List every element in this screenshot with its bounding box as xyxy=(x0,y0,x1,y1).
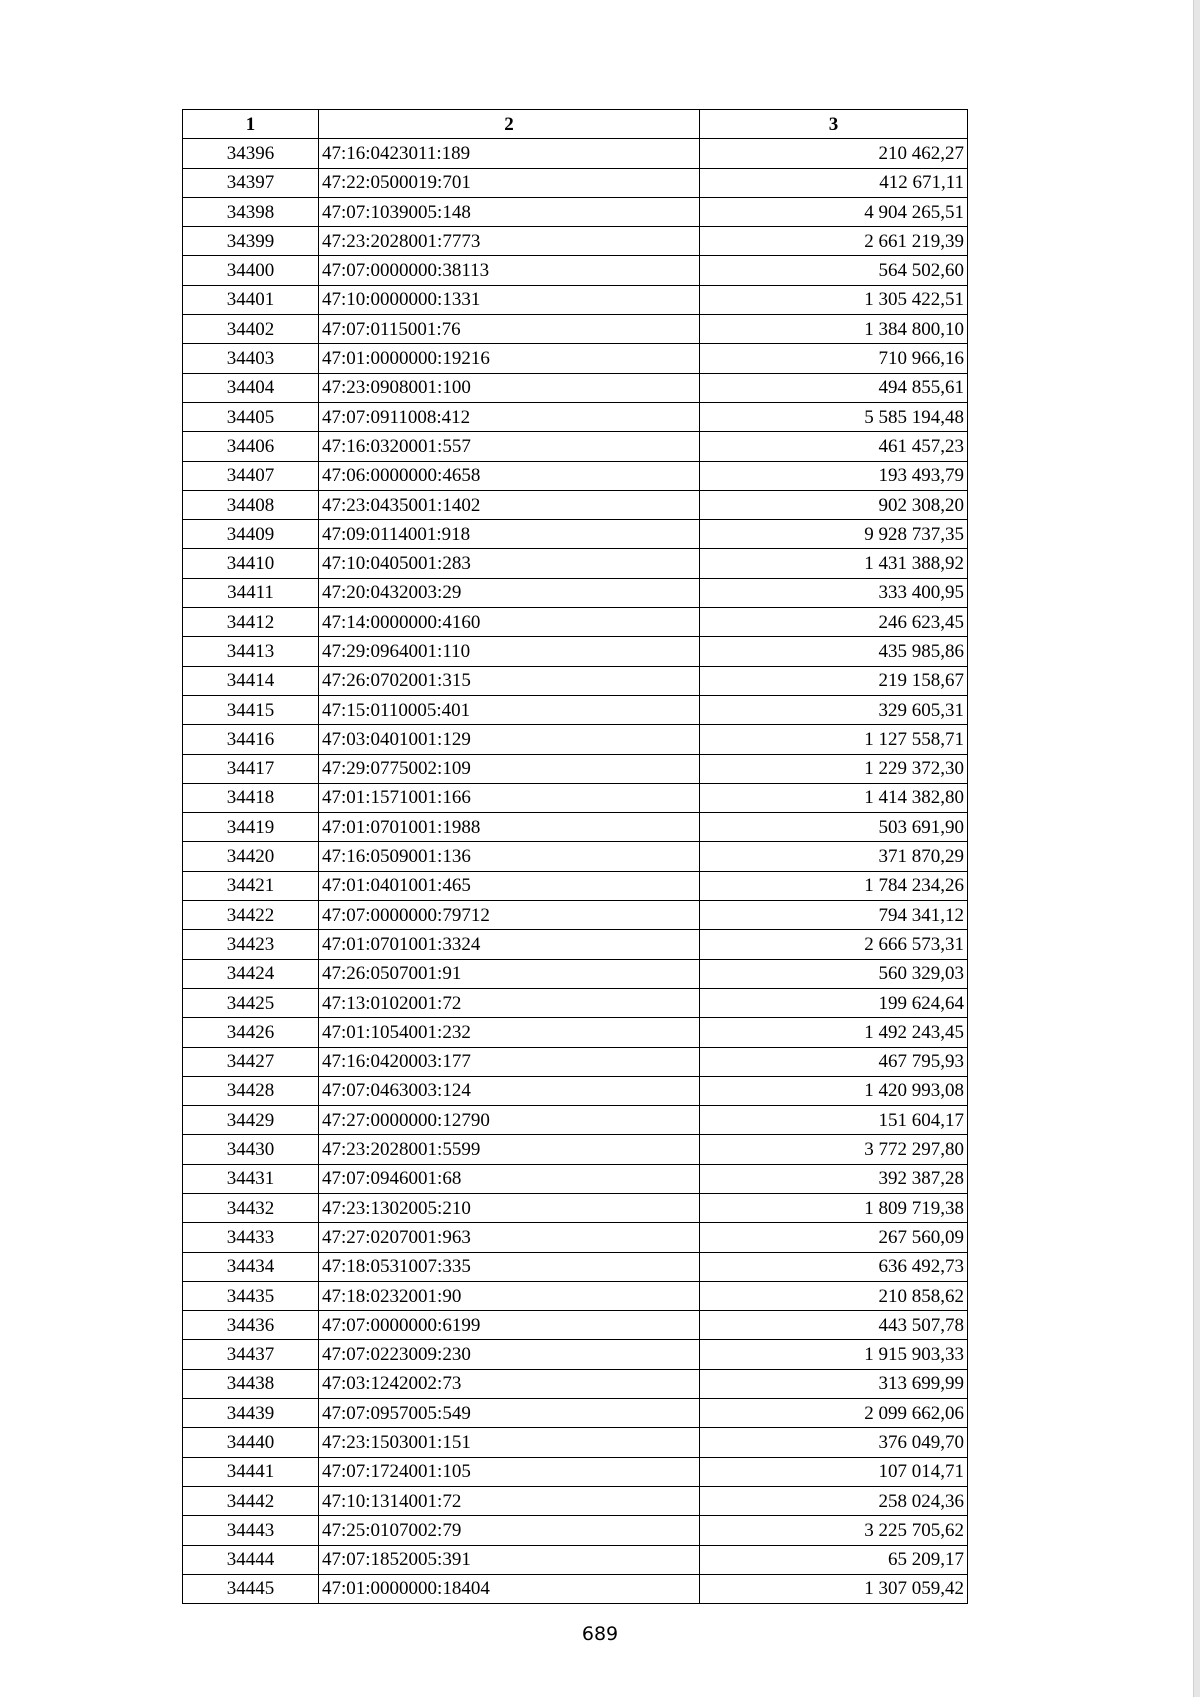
cadastral-number-cell: 47:10:0405001:283 xyxy=(319,549,700,578)
value-cell: 794 341,12 xyxy=(700,901,968,930)
value-cell: 210 858,62 xyxy=(700,1281,968,1310)
table-row xyxy=(183,1193,968,1222)
row-number-cell: 34404 xyxy=(183,373,319,402)
cadastral-number-cell: 47:25:0107002:79 xyxy=(319,1516,700,1545)
value-cell: 1 229 372,30 xyxy=(700,754,968,783)
row-number-cell: 34416 xyxy=(183,725,319,754)
value-cell: 636 492,73 xyxy=(700,1252,968,1281)
cadastral-number-cell: 47:10:0000000:1331 xyxy=(319,285,700,314)
row-number-cell: 34432 xyxy=(183,1193,319,1222)
table-row xyxy=(183,1047,968,1076)
cadastral-number-cell: 47:07:1852005:391 xyxy=(319,1545,700,1574)
cadastral-number-cell: 47:16:0320001:557 xyxy=(319,432,700,461)
row-number-cell: 34398 xyxy=(183,197,319,226)
row-number-cell: 34429 xyxy=(183,1106,319,1135)
value-cell: 564 502,60 xyxy=(700,256,968,285)
table-row xyxy=(183,666,968,695)
page-right-edge xyxy=(1193,0,1200,1697)
header-col-1: 1 xyxy=(183,110,319,139)
table-row xyxy=(183,373,968,402)
row-number-cell: 34402 xyxy=(183,315,319,344)
value-cell: 313 699,99 xyxy=(700,1369,968,1398)
value-cell: 1 915 903,33 xyxy=(700,1340,968,1369)
table-row xyxy=(183,1223,968,1252)
cadastral-number-cell: 47:07:0000000:79712 xyxy=(319,901,700,930)
cadastral-number-cell: 47:18:0232001:90 xyxy=(319,1281,700,1310)
row-number-cell: 34400 xyxy=(183,256,319,285)
cadastral-number-cell: 47:01:0701001:3324 xyxy=(319,930,700,959)
row-number-cell: 34444 xyxy=(183,1545,319,1574)
table-row xyxy=(183,1164,968,1193)
table-row xyxy=(183,813,968,842)
row-number-cell: 34401 xyxy=(183,285,319,314)
cadastral-number-cell: 47:16:0423011:189 xyxy=(319,139,700,168)
cadastral-number-cell: 47:23:2028001:5599 xyxy=(319,1135,700,1164)
value-cell: 2 661 219,39 xyxy=(700,227,968,256)
header-col-3: 3 xyxy=(700,110,968,139)
cadastral-number-cell: 47:15:0110005:401 xyxy=(319,695,700,724)
cadastral-number-cell: 47:01:1571001:166 xyxy=(319,783,700,812)
row-number-cell: 34440 xyxy=(183,1428,319,1457)
cadastral-number-cell: 47:10:1314001:72 xyxy=(319,1486,700,1515)
table-row xyxy=(183,608,968,637)
cadastral-number-cell: 47:07:0946001:68 xyxy=(319,1164,700,1193)
value-cell: 560 329,03 xyxy=(700,959,968,988)
table-row xyxy=(183,1486,968,1515)
cadastral-number-cell: 47:29:0964001:110 xyxy=(319,637,700,666)
table-row xyxy=(183,959,968,988)
row-number-cell: 34403 xyxy=(183,344,319,373)
value-cell: 1 127 558,71 xyxy=(700,725,968,754)
table-row xyxy=(183,344,968,373)
cadastral-number-cell: 47:07:0463003:124 xyxy=(319,1076,700,1105)
table-row xyxy=(183,1399,968,1428)
cadastral-number-cell: 47:01:0000000:19216 xyxy=(319,344,700,373)
table-row xyxy=(183,842,968,871)
row-number-cell: 34434 xyxy=(183,1252,319,1281)
table-row xyxy=(183,285,968,314)
row-number-cell: 34430 xyxy=(183,1135,319,1164)
value-cell: 1 305 422,51 xyxy=(700,285,968,314)
row-number-cell: 34427 xyxy=(183,1047,319,1076)
value-cell: 412 671,11 xyxy=(700,168,968,197)
value-cell: 219 158,67 xyxy=(700,666,968,695)
row-number-cell: 34409 xyxy=(183,520,319,549)
table-row xyxy=(183,490,968,519)
table-row xyxy=(183,1281,968,1310)
value-cell: 710 966,16 xyxy=(700,344,968,373)
value-cell: 461 457,23 xyxy=(700,432,968,461)
row-number-cell: 34426 xyxy=(183,1018,319,1047)
table-row xyxy=(183,520,968,549)
table-row xyxy=(183,1369,968,1398)
cadastral-number-cell: 47:07:0000000:6199 xyxy=(319,1311,700,1340)
table-body xyxy=(183,139,968,1604)
value-cell: 2 099 662,06 xyxy=(700,1399,968,1428)
value-cell: 503 691,90 xyxy=(700,813,968,842)
value-cell: 1 420 993,08 xyxy=(700,1076,968,1105)
row-number-cell: 34442 xyxy=(183,1486,319,1515)
value-cell: 258 024,36 xyxy=(700,1486,968,1515)
table-row xyxy=(183,871,968,900)
value-cell: 376 049,70 xyxy=(700,1428,968,1457)
table-row xyxy=(183,637,968,666)
cadastral-number-cell: 47:20:0432003:29 xyxy=(319,578,700,607)
value-cell: 902 308,20 xyxy=(700,490,968,519)
value-cell: 1 492 243,45 xyxy=(700,1018,968,1047)
cadastral-number-cell: 47:16:0420003:177 xyxy=(319,1047,700,1076)
row-number-cell: 34433 xyxy=(183,1223,319,1252)
table-row xyxy=(183,139,968,168)
row-number-cell: 34415 xyxy=(183,695,319,724)
table-row xyxy=(183,695,968,724)
row-number-cell: 34406 xyxy=(183,432,319,461)
value-cell: 1 784 234,26 xyxy=(700,871,968,900)
table-row xyxy=(183,461,968,490)
row-number-cell: 34410 xyxy=(183,549,319,578)
cadastral-number-cell: 47:27:0000000:12790 xyxy=(319,1106,700,1135)
table-row xyxy=(183,549,968,578)
cadastral-number-cell: 47:03:1242002:73 xyxy=(319,1369,700,1398)
row-number-cell: 34421 xyxy=(183,871,319,900)
cadastral-number-cell: 47:23:1302005:210 xyxy=(319,1193,700,1222)
row-number-cell: 34445 xyxy=(183,1574,319,1603)
row-number-cell: 34407 xyxy=(183,461,319,490)
value-cell: 3 225 705,62 xyxy=(700,1516,968,1545)
value-cell: 333 400,95 xyxy=(700,578,968,607)
value-cell: 3 772 297,80 xyxy=(700,1135,968,1164)
cadastral-number-cell: 47:07:0911008:412 xyxy=(319,402,700,431)
table-row xyxy=(183,1076,968,1105)
value-cell: 2 666 573,31 xyxy=(700,930,968,959)
value-cell: 107 014,71 xyxy=(700,1457,968,1486)
row-number-cell: 34428 xyxy=(183,1076,319,1105)
value-cell: 5 585 194,48 xyxy=(700,402,968,431)
value-cell: 467 795,93 xyxy=(700,1047,968,1076)
cadastral-number-cell: 47:07:0223009:230 xyxy=(319,1340,700,1369)
cadastral-number-cell: 47:01:0401001:465 xyxy=(319,871,700,900)
cadastral-number-cell: 47:14:0000000:4160 xyxy=(319,608,700,637)
table-row xyxy=(183,1018,968,1047)
row-number-cell: 34424 xyxy=(183,959,319,988)
table-row xyxy=(183,930,968,959)
row-number-cell: 34437 xyxy=(183,1340,319,1369)
cadastral-number-cell: 47:07:1039005:148 xyxy=(319,197,700,226)
cadastral-number-cell: 47:01:0000000:18404 xyxy=(319,1574,700,1603)
table-row xyxy=(183,1106,968,1135)
value-cell: 371 870,29 xyxy=(700,842,968,871)
row-number-cell: 34441 xyxy=(183,1457,319,1486)
row-number-cell: 34425 xyxy=(183,988,319,1017)
cadastral-number-cell: 47:22:0500019:701 xyxy=(319,168,700,197)
cadastral-number-cell: 47:23:0435001:1402 xyxy=(319,490,700,519)
row-number-cell: 34411 xyxy=(183,578,319,607)
row-number-cell: 34423 xyxy=(183,930,319,959)
table-row xyxy=(183,1340,968,1369)
table-row xyxy=(183,988,968,1017)
table-row xyxy=(183,402,968,431)
value-cell: 246 623,45 xyxy=(700,608,968,637)
table-row xyxy=(183,1135,968,1164)
value-cell: 435 985,86 xyxy=(700,637,968,666)
row-number-cell: 34396 xyxy=(183,139,319,168)
value-cell: 267 560,09 xyxy=(700,1223,968,1252)
value-cell: 199 624,64 xyxy=(700,988,968,1017)
table-row xyxy=(183,1428,968,1457)
row-number-cell: 34431 xyxy=(183,1164,319,1193)
row-number-cell: 34420 xyxy=(183,842,319,871)
table-row xyxy=(183,315,968,344)
cadastral-number-cell: 47:16:0509001:136 xyxy=(319,842,700,871)
cadastral-number-cell: 47:13:0102001:72 xyxy=(319,988,700,1017)
row-number-cell: 34405 xyxy=(183,402,319,431)
cadastral-number-cell: 47:07:0957005:549 xyxy=(319,1399,700,1428)
value-cell: 193 493,79 xyxy=(700,461,968,490)
cadastral-number-cell: 47:06:0000000:4658 xyxy=(319,461,700,490)
table-row xyxy=(183,578,968,607)
value-cell: 4 904 265,51 xyxy=(700,197,968,226)
table-row xyxy=(183,1311,968,1340)
table-row xyxy=(183,432,968,461)
row-number-cell: 34408 xyxy=(183,490,319,519)
table-row xyxy=(183,783,968,812)
row-number-cell: 34412 xyxy=(183,608,319,637)
value-cell: 392 387,28 xyxy=(700,1164,968,1193)
row-number-cell: 34436 xyxy=(183,1311,319,1340)
table-row xyxy=(183,227,968,256)
table-row xyxy=(183,1252,968,1281)
table-header xyxy=(183,110,968,139)
table-row xyxy=(183,901,968,930)
table-row xyxy=(183,168,968,197)
cadastral-number-cell: 47:23:2028001:7773 xyxy=(319,227,700,256)
row-number-cell: 34435 xyxy=(183,1281,319,1310)
value-cell: 329 605,31 xyxy=(700,695,968,724)
row-number-cell: 34414 xyxy=(183,666,319,695)
header-row xyxy=(183,110,968,139)
cadastral-number-cell: 47:23:1503001:151 xyxy=(319,1428,700,1457)
header-col-2: 2 xyxy=(319,110,700,139)
value-cell: 9 928 737,35 xyxy=(700,520,968,549)
cadastral-number-cell: 47:27:0207001:963 xyxy=(319,1223,700,1252)
table-row xyxy=(183,725,968,754)
table-row xyxy=(183,754,968,783)
cadastral-number-cell: 47:18:0531007:335 xyxy=(319,1252,700,1281)
table-row xyxy=(183,256,968,285)
value-cell: 1 809 719,38 xyxy=(700,1193,968,1222)
row-number-cell: 34419 xyxy=(183,813,319,842)
row-number-cell: 34439 xyxy=(183,1399,319,1428)
page-number: 689 xyxy=(581,1623,619,1645)
row-number-cell: 34397 xyxy=(183,168,319,197)
value-cell: 210 462,27 xyxy=(700,139,968,168)
cadastral-number-cell: 47:26:0507001:91 xyxy=(319,959,700,988)
row-number-cell: 34443 xyxy=(183,1516,319,1545)
value-cell: 1 414 382,80 xyxy=(700,783,968,812)
value-cell: 151 604,17 xyxy=(700,1106,968,1135)
row-number-cell: 34418 xyxy=(183,783,319,812)
table-row xyxy=(183,197,968,226)
value-cell: 1 384 800,10 xyxy=(700,315,968,344)
cadastral-number-cell: 47:01:0701001:1988 xyxy=(319,813,700,842)
cadastral-number-cell: 47:07:1724001:105 xyxy=(319,1457,700,1486)
row-number-cell: 34399 xyxy=(183,227,319,256)
cadastral-number-cell: 47:07:0115001:76 xyxy=(319,315,700,344)
table-row xyxy=(183,1516,968,1545)
data-table xyxy=(182,109,968,1604)
table-row xyxy=(183,1545,968,1574)
cadastral-number-cell: 47:03:0401001:129 xyxy=(319,725,700,754)
row-number-cell: 34417 xyxy=(183,754,319,783)
table-row xyxy=(183,1574,968,1603)
value-cell: 65 209,17 xyxy=(700,1545,968,1574)
cadastral-number-cell: 47:29:0775002:109 xyxy=(319,754,700,783)
value-cell: 1 431 388,92 xyxy=(700,549,968,578)
cadastral-number-cell: 47:23:0908001:100 xyxy=(319,373,700,402)
value-cell: 494 855,61 xyxy=(700,373,968,402)
cadastral-number-cell: 47:01:1054001:232 xyxy=(319,1018,700,1047)
cadastral-number-cell: 47:07:0000000:38113 xyxy=(319,256,700,285)
table-row xyxy=(183,1457,968,1486)
cadastral-number-cell: 47:26:0702001:315 xyxy=(319,666,700,695)
value-cell: 1 307 059,42 xyxy=(700,1574,968,1603)
cadastral-number-cell: 47:09:0114001:918 xyxy=(319,520,700,549)
row-number-cell: 34438 xyxy=(183,1369,319,1398)
row-number-cell: 34422 xyxy=(183,901,319,930)
value-cell: 443 507,78 xyxy=(700,1311,968,1340)
row-number-cell: 34413 xyxy=(183,637,319,666)
